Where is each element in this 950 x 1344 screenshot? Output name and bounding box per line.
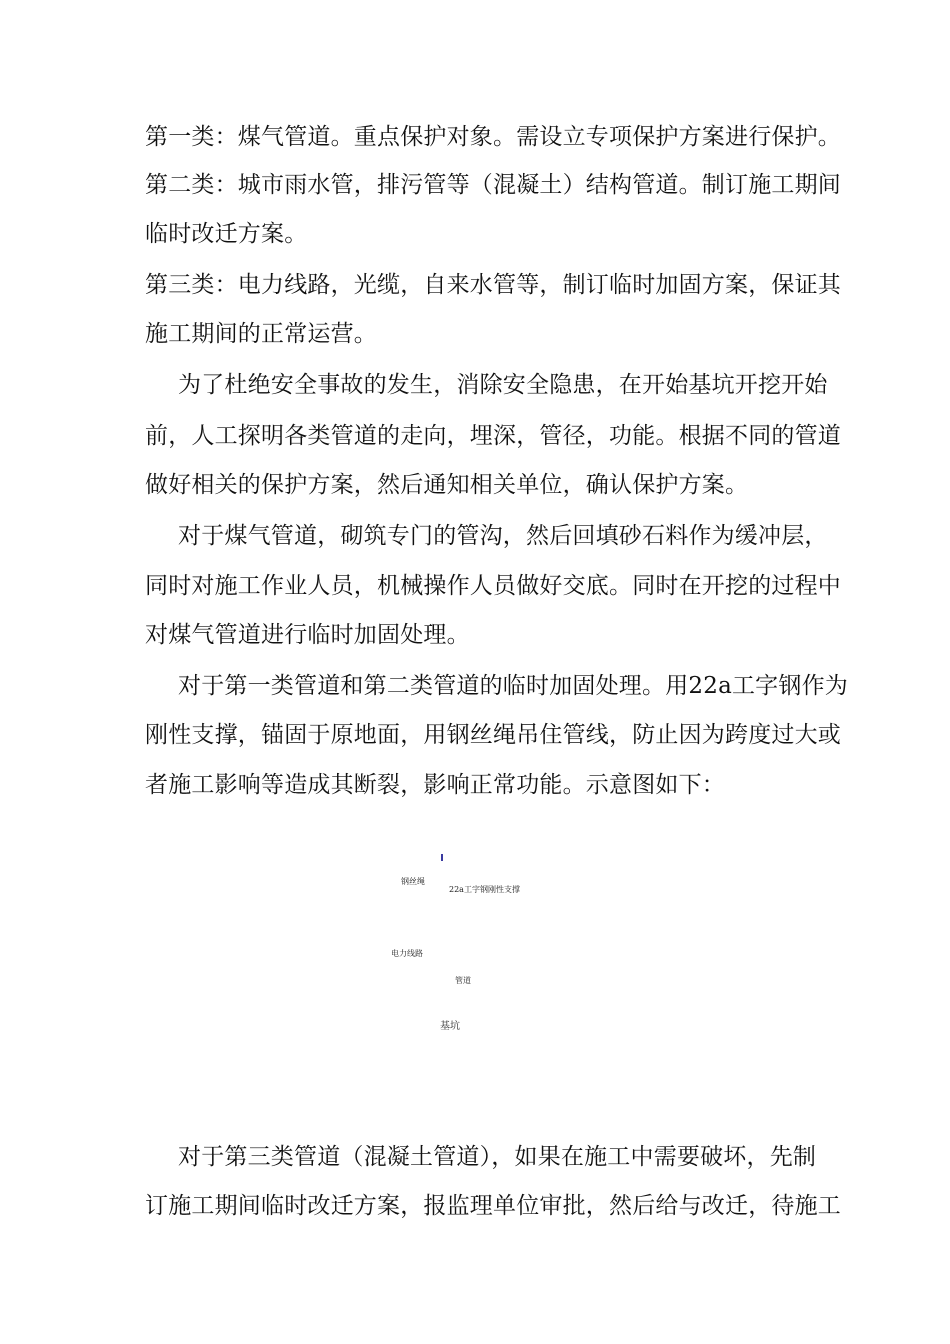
- text-line-3: 临时改迁方案。: [145, 221, 308, 247]
- text-line-5: 施工期间的正常运营。: [145, 321, 377, 347]
- text-line-13: 刚性支撑，锚固于原地面，用钢丝绳吊住管线，防止因为跨度过大或: [145, 722, 841, 748]
- text-line-10: 同时对施工作业人员，机械操作人员做好交底。同时在开挖的过程中: [145, 573, 841, 599]
- text-line-9: 对于煤气管道，砌筑专门的管沟，然后回填砂石料作为缓冲层，: [178, 523, 828, 549]
- text-line-6: 为了杜绝安全事故的发生，消除安全隐患，在开始基坑开挖开始: [178, 372, 828, 398]
- label-steel-support: 22a工字钢刚性支撑: [449, 885, 520, 894]
- label-pit: 基坑: [440, 1021, 460, 1032]
- text-line-4: 第三类：电力线路，光缆，自来水管等，制订临时加固方案，保证其: [145, 272, 841, 298]
- schematic-diagram: [380, 845, 580, 1045]
- label-wire-rope: 钢丝绳: [401, 877, 425, 886]
- text-line-2: 第二类：城市雨水管，排污管等（混凝土）结构管道。制订施工期间: [145, 172, 841, 198]
- text-line-12: 对于第一类管道和第二类管道的临时加固处理。用22a工字钢作为: [178, 673, 848, 699]
- text-line-16: 订施工期间临时改迁方案，报监理单位审批，然后给与改迁，待施工: [145, 1193, 841, 1219]
- text-line-8: 做好相关的保护方案，然后通知相关单位，确认保护方案。: [145, 472, 749, 498]
- text-line-14: 者施工影响等造成其断裂，影响正常功能。示意图如下：: [145, 772, 725, 798]
- text-line-7: 前，人工探明各类管道的走向，埋深，管径，功能。根据不同的管道: [145, 423, 841, 449]
- text-line-1: 第一类：煤气管道。重点保护对象。需设立专项保护方案进行保护。: [145, 124, 841, 150]
- diagram-marker: [441, 854, 443, 861]
- label-power-line: 电力线路: [391, 949, 423, 958]
- text-line-11: 对煤气管道进行临时加固处理。: [145, 622, 470, 648]
- label-pipe: 管道: [455, 976, 471, 985]
- text-line-15: 对于第三类管道（混凝土管道），如果在施工中需要破坏，先制: [178, 1144, 817, 1170]
